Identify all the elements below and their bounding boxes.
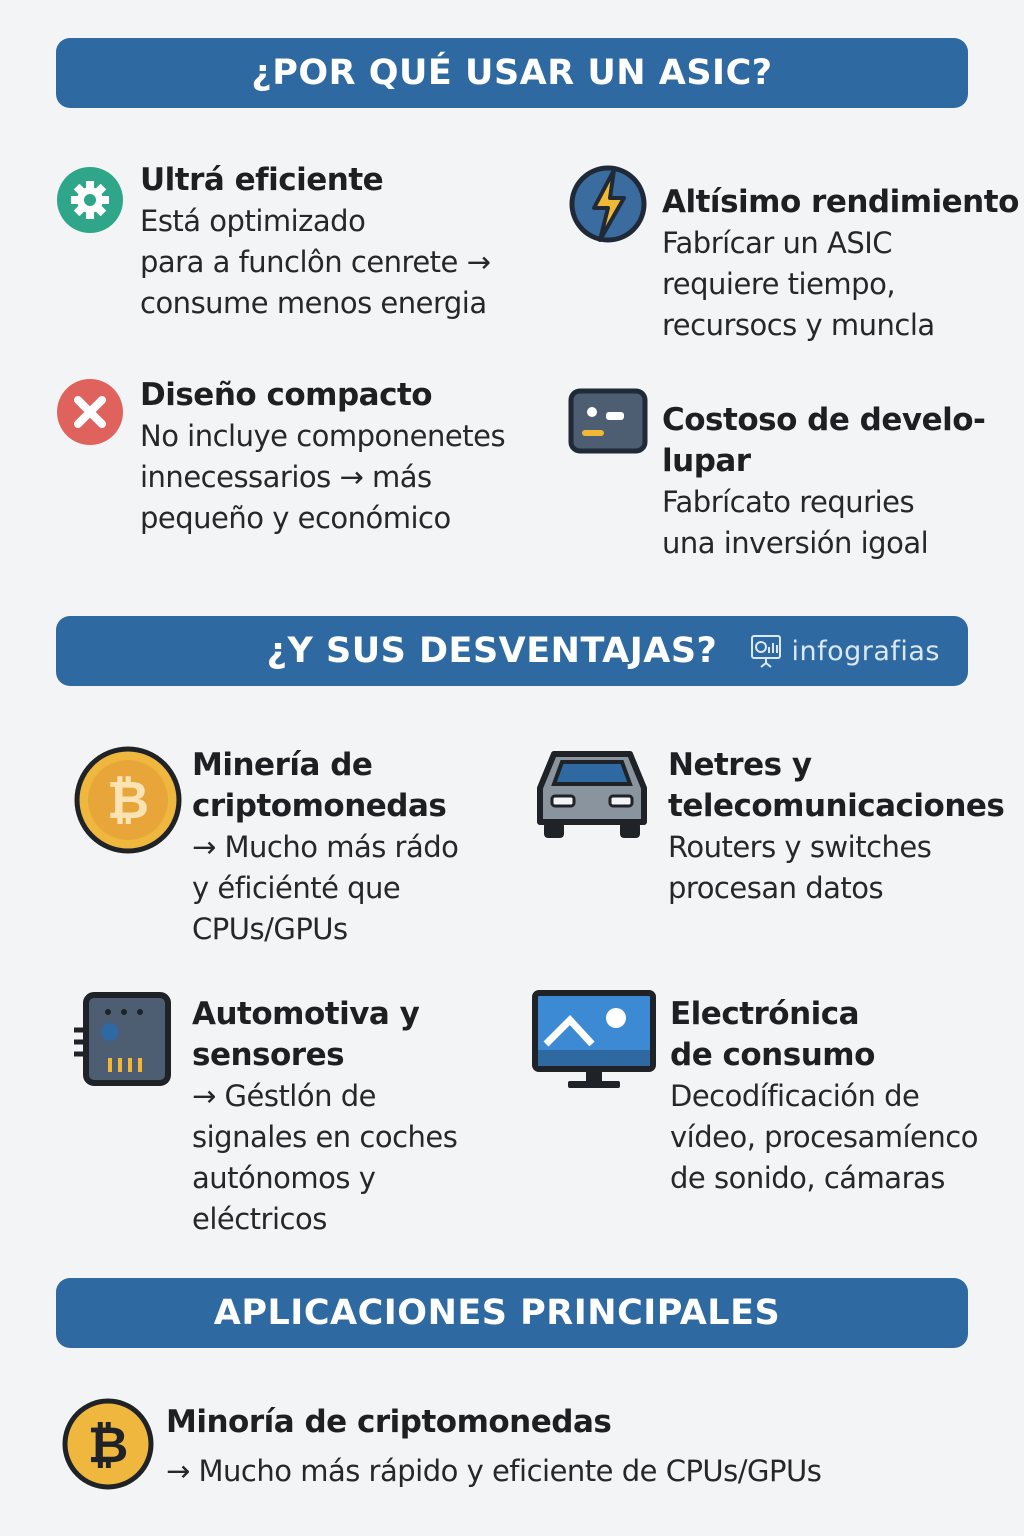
item-body: → Géstlón de signales en coches autónomos y eléctricos [192,1079,458,1236]
item-body: → Mucho más rápido y eficiente de CPUs/GPUs [166,1454,822,1488]
use-item [668,745,1004,909]
advantage-item [662,400,985,564]
section-banner-applications [56,1278,968,1348]
item-body: No incluye componenetes innecessarios → más pequeño y económico [140,419,506,535]
monitor-icon [532,990,656,1094]
item-body: → Mucho más rádo y éficiénté que CPUs/GPUs [192,830,459,946]
section-title: ¿POR QUÉ USAR UN ASIC? [251,53,773,93]
item-body: Está optimizado para a funclôn cenrete → consume menos energia [140,204,491,320]
section-title: ¿Y SUS DESVENTAJAS? [266,631,718,671]
item-body: Fabrícar un ASIC requiere tiempo, recursocs y muncla [662,226,935,342]
chip-panel-icon [568,388,648,454]
item-body: Fabrícato requries una inversión igoal [662,485,929,560]
item-title: Costoso de develo- lupar [662,402,986,479]
presentation-chart-icon [749,633,783,669]
brand-watermark [749,616,940,686]
item-title: Ultrá eficiente [140,162,384,198]
advantage-item [140,375,505,539]
item-title: Netres y telecomunicaciones [668,747,1005,824]
section-banner-why [56,38,968,108]
svg-text:₿: ₿ [106,771,150,831]
bitcoin-icon [62,1398,154,1490]
use-item [192,745,458,950]
item-body: Decodíficación de vídeo, procesamíenco de sonido, cámaras [670,1079,978,1195]
item-title: Minería de criptomonedas [192,747,447,824]
car-icon [530,744,654,842]
item-title: Diseño compacto [140,377,433,413]
use-item [192,994,457,1240]
main-application [166,1402,821,1492]
item-title: Minoría de criptomonedas [166,1404,612,1440]
bitcoin-icon [74,746,182,854]
lightning-icon [568,164,648,244]
item-body: Routers y switches procesan datos [668,830,932,905]
chip-icon [72,992,172,1088]
item-title: Altísimo rendimiento [662,184,1019,220]
section-title: APLICACIONES PRINCIPALES [213,1293,781,1333]
item-title: Electrónica de consumo [670,996,875,1073]
close-icon [56,378,124,446]
svg-text:₿: ₿ [87,1416,129,1474]
use-item [670,994,978,1199]
item-title: Automotiva y sensores [192,996,420,1073]
advantage-item [140,160,490,324]
section-banner-disadvantages [56,616,968,686]
gear-icon [56,166,124,234]
brand-label: infografias [791,635,940,667]
advantage-item [662,182,1019,346]
